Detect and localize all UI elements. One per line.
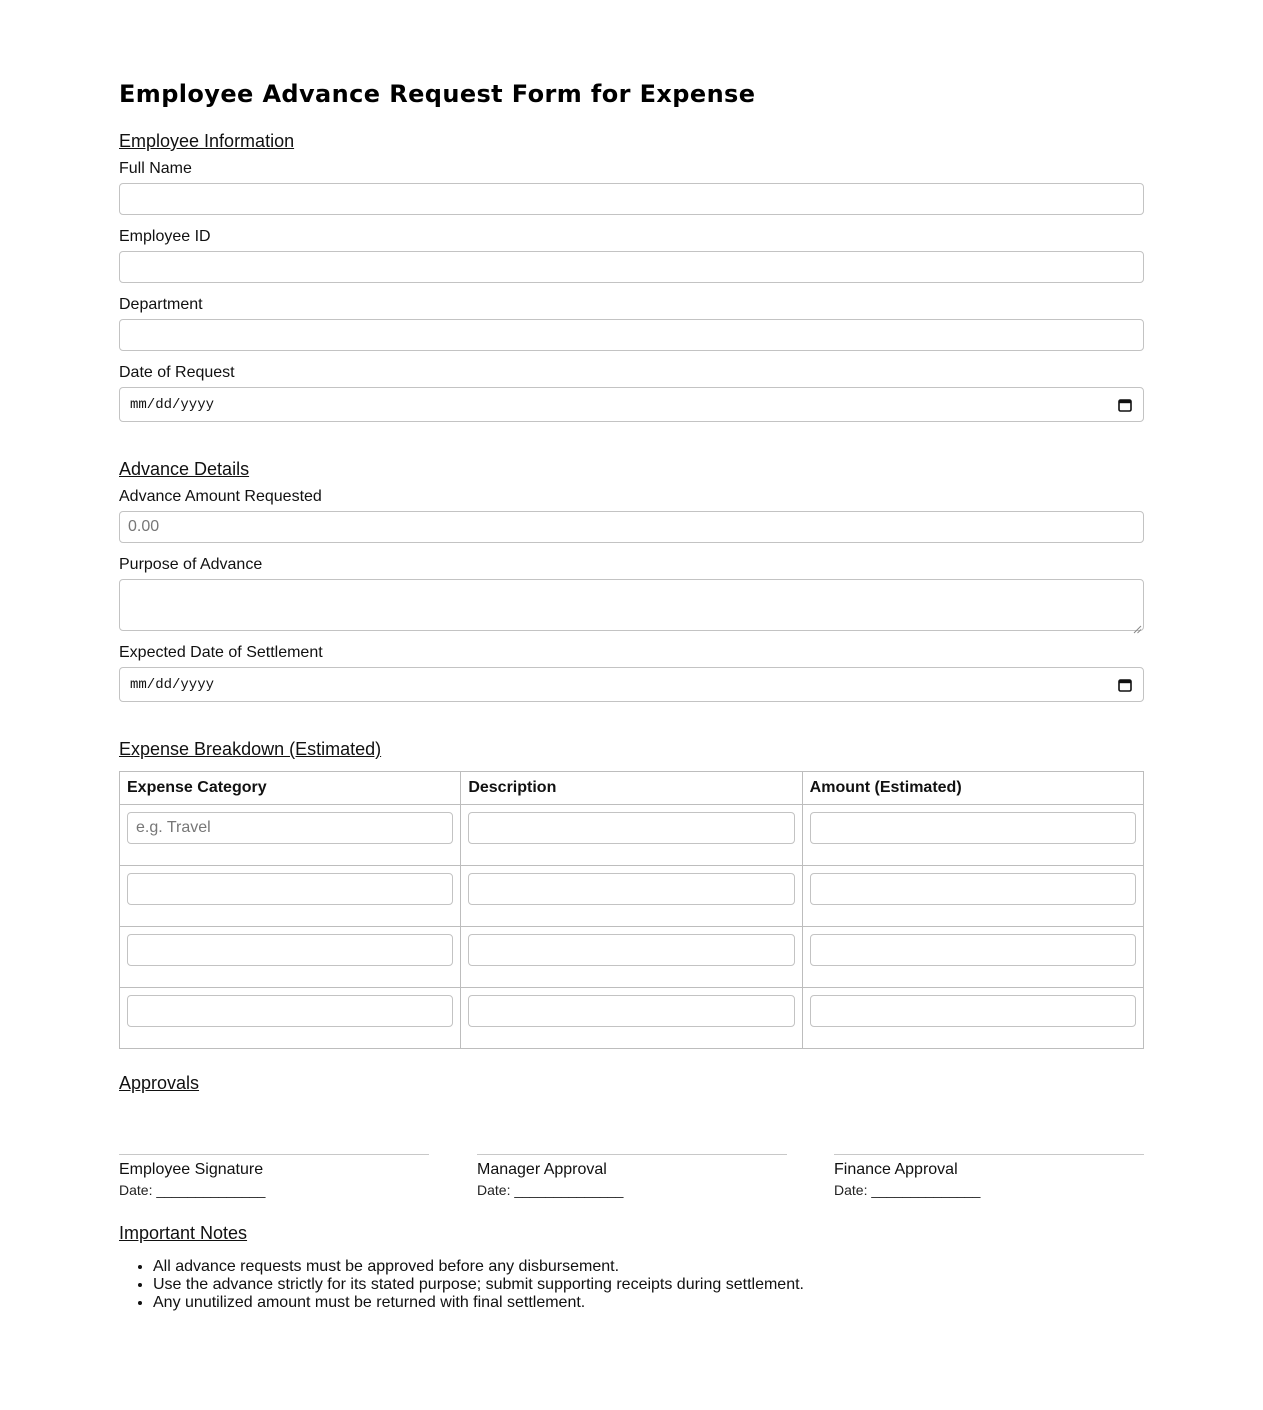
- amount-input[interactable]: [810, 995, 1136, 1027]
- table-cell: [802, 927, 1143, 988]
- table-cell: [461, 805, 802, 866]
- expense-category-input[interactable]: [127, 934, 453, 966]
- table-cell: [461, 988, 802, 1049]
- list-item: • All advance requests must be approved before any disbursement.: [153, 1258, 1144, 1276]
- description-input[interactable]: [468, 873, 794, 905]
- list-item: • Any unutilized amount must be returned with final settlement.: [153, 1294, 1144, 1312]
- expense-category-input[interactable]: [127, 873, 453, 905]
- table-cell: [802, 866, 1143, 927]
- employee-id-label: Employee ID: [119, 228, 211, 245]
- expected-settlement-input[interactable]: [119, 667, 1144, 702]
- employee-id-input[interactable]: [119, 251, 1144, 283]
- finance-approval-label: Finance Approval: [834, 1161, 958, 1178]
- advance-amount-label: Advance Amount Requested: [119, 488, 322, 505]
- column-header-amount: Amount (Estimated): [802, 772, 1143, 805]
- amount-input[interactable]: [810, 873, 1136, 905]
- advance-details-heading: Advance Details: [119, 459, 250, 479]
- resize-grip-icon[interactable]: [1133, 620, 1141, 628]
- approvals-heading: Approvals: [119, 1073, 200, 1093]
- description-input[interactable]: [468, 934, 794, 966]
- expense-breakdown-table: [119, 771, 1144, 1049]
- expense-category-placeholder: e.g. Travel: [136, 819, 211, 836]
- manager-approval-date: Date: ______________: [477, 1182, 624, 1198]
- table-row: [120, 988, 1144, 1049]
- department-input[interactable]: [119, 319, 1144, 351]
- finance-approval-date: Date: ______________: [834, 1182, 981, 1198]
- table-header-row: [120, 772, 1144, 805]
- table-row: [120, 805, 1144, 866]
- advance-amount-placeholder: 0.00: [128, 518, 160, 535]
- date-of-request-placeholder: mm/dd/yyyy: [130, 396, 215, 413]
- table-cell: [461, 866, 802, 927]
- important-notes-list: [119, 1258, 1144, 1312]
- description-input[interactable]: [468, 812, 794, 844]
- table-cell: [120, 866, 461, 927]
- employee-signature-block: [119, 1154, 429, 1198]
- date-of-request-input[interactable]: [119, 387, 1144, 422]
- important-notes-heading: Important Notes: [119, 1223, 248, 1243]
- expense-category-input[interactable]: [127, 995, 453, 1027]
- table-cell: [120, 927, 461, 988]
- employee-signature-date: Date: ______________: [119, 1182, 266, 1198]
- table-cell: [802, 988, 1143, 1049]
- column-header-description: Description: [461, 772, 802, 805]
- full-name-label: Full Name: [119, 160, 192, 177]
- manager-approval-block: [477, 1154, 787, 1198]
- purpose-of-advance-textarea[interactable]: [119, 579, 1144, 631]
- calendar-icon[interactable]: [1117, 677, 1133, 693]
- table-cell: [802, 805, 1143, 866]
- employee-signature-label: Employee Signature: [119, 1161, 264, 1178]
- advance-amount-input[interactable]: [119, 511, 1144, 543]
- expected-settlement-label: Expected Date of Settlement: [119, 644, 323, 661]
- notes-viewport: [119, 1258, 1144, 1311]
- full-name-input[interactable]: [119, 183, 1144, 215]
- description-input[interactable]: [468, 995, 794, 1027]
- purpose-of-advance-label: Purpose of Advance: [119, 556, 263, 573]
- table-cell: [120, 805, 461, 866]
- manager-approval-label: Manager Approval: [477, 1161, 607, 1178]
- expense-category-input[interactable]: [127, 812, 453, 844]
- calendar-icon[interactable]: [1117, 397, 1133, 413]
- department-label: Department: [119, 296, 203, 313]
- employee-information-heading: Employee Information: [119, 131, 295, 151]
- signature-line: [834, 1154, 1144, 1155]
- page-title: Employee Advance Request Form for Expense: [119, 80, 756, 108]
- list-item: • Use the advance strictly for its stated purpose; submit supporting receipts during settlement.: [153, 1276, 1144, 1294]
- date-of-request-label: Date of Request: [119, 364, 235, 381]
- signature-line: [477, 1154, 787, 1155]
- expected-settlement-placeholder: mm/dd/yyyy: [130, 676, 215, 693]
- finance-approval-block: [834, 1154, 1144, 1198]
- table-cell: [461, 927, 802, 988]
- amount-input[interactable]: [810, 812, 1136, 844]
- table-row: [120, 866, 1144, 927]
- table-row: [120, 927, 1144, 988]
- amount-input[interactable]: [810, 934, 1136, 966]
- signature-line: [119, 1154, 429, 1155]
- table-cell: [120, 988, 461, 1049]
- column-header-expense-category: Expense Category: [120, 772, 461, 805]
- expense-breakdown-heading: Expense Breakdown (Estimated): [119, 739, 382, 759]
